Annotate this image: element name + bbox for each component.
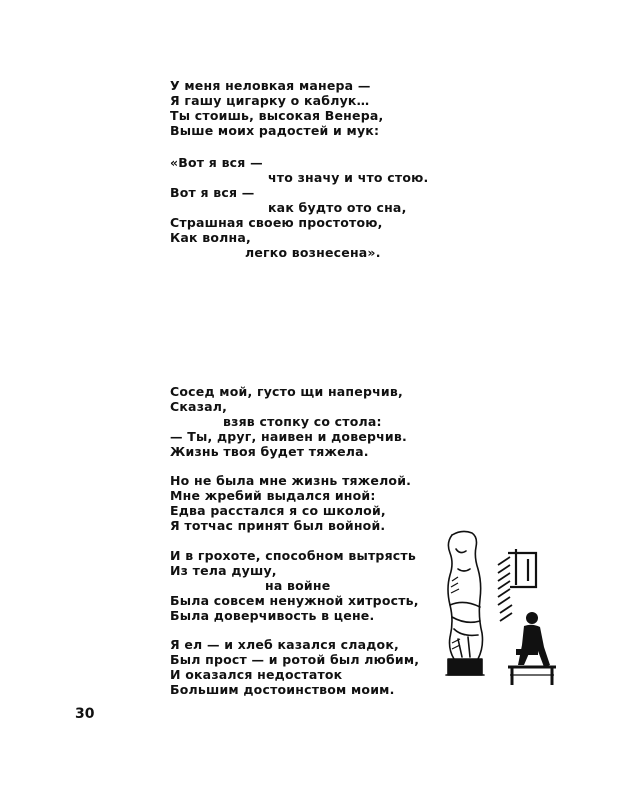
poem-line: что значу и что стою. xyxy=(268,170,429,185)
poem-line: взяв стопку со стола: xyxy=(223,414,382,429)
poem-line: «Вот я вся — xyxy=(170,155,263,170)
poem-line: И в грохоте, способном вытрясть xyxy=(170,548,416,563)
venus-statue-and-seated-man-drawing xyxy=(438,525,558,705)
poem-line: Сказал, xyxy=(170,399,228,414)
poem-line: Был прост — и ротой был любим, xyxy=(170,652,420,667)
poem-line: Я ел — и хлеб казался сладок, xyxy=(170,637,399,652)
poem-line: Из тела душу, xyxy=(170,563,277,578)
poem-line: Я тотчас принят был войной. xyxy=(170,518,386,533)
poem2-stanza2 xyxy=(170,473,411,533)
poem-line: Жизнь твоя будет тяжела. xyxy=(170,444,369,459)
poem-line: Как волна, xyxy=(170,230,251,245)
poem-line: Но не была мне жизнь тяжелой. xyxy=(170,473,412,488)
poem-line: Я гашу цигарку о каблук… xyxy=(170,93,370,108)
poem-line: легко вознесена». xyxy=(245,245,381,260)
poem-line: И оказался недостаток xyxy=(170,667,343,682)
poem-line: У меня неловкая манера — xyxy=(170,78,371,93)
poem-line: Выше моих радостей и мук: xyxy=(170,123,380,138)
page-number: 30 xyxy=(75,706,95,722)
poem-line: Мне жребий выдался иной: xyxy=(170,488,376,503)
poem2-stanza1 xyxy=(170,384,407,459)
poem-line: Большим достоинством моим. xyxy=(170,682,395,697)
poem2-stanza3 xyxy=(170,548,419,623)
poem-line: как будто ото сна, xyxy=(268,200,407,215)
poem-line: на войне xyxy=(265,578,331,593)
poem-line: Была доверчивость в цене. xyxy=(170,608,375,623)
poem1-stanza2 xyxy=(170,155,428,260)
poem-line: Была совсем ненужной хитрость, xyxy=(170,593,419,608)
poem-line: — Ты, друг, наивен и доверчив. xyxy=(170,429,407,444)
poem-line: Едва расстался я со школой, xyxy=(170,503,386,518)
poem2-stanza4 xyxy=(170,637,419,697)
poem-line: Сосед мой, густо щи наперчив, xyxy=(170,384,403,399)
poem1-stanza1 xyxy=(170,78,383,138)
poem-line: Страшная своею простотою, xyxy=(170,215,383,230)
poem-line: Ты стоишь, высокая Венера, xyxy=(170,108,384,123)
poem-line: Вот я вся — xyxy=(170,185,255,200)
